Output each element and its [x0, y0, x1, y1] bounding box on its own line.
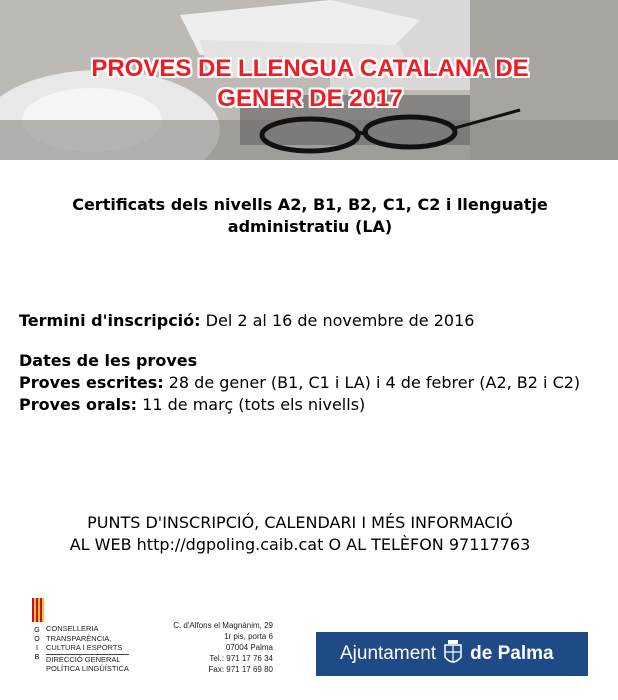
directorate-line: DIRECCIÓ GENERAL: [46, 654, 129, 665]
certificates-subtitle: [30, 194, 590, 238]
goib-letter: B: [34, 654, 40, 661]
goib-letters: [33, 626, 41, 662]
goib-letter: G: [34, 627, 40, 634]
department-name: [46, 624, 129, 674]
address-line: 07004 Palma: [225, 643, 273, 652]
directorate-line: POLÍTICA LINGÜÍSTICA: [46, 664, 129, 673]
address-line: C. d'Alfons el Magnànim, 29: [173, 621, 273, 630]
ajuntament-word: Ajuntament: [340, 643, 437, 664]
registration-label: Termini d'inscripció:: [19, 311, 201, 330]
palma-crest-icon: [442, 639, 464, 669]
oral-exams-value: 11 de març (tots els nivells): [137, 395, 366, 414]
more-info-line1: PUNTS D'INSCRIPCIÓ, CALENDARI I MÉS INFORMACIÓ: [87, 513, 513, 532]
goib-crest-icon: [32, 598, 44, 622]
address-line: 1r pis, porta 6: [224, 632, 273, 641]
banner-title-line1: PROVES DE LLENGUA CATALANA DE: [91, 55, 529, 82]
goib-letter: O: [34, 636, 40, 643]
department-line: TRANSPARÈNCIA,: [46, 633, 112, 643]
department-line: CONSELLERIA: [46, 624, 99, 633]
written-exams-value: 28 de gener (B1, C1 i LA) i 4 de febrer (A2, B2 i C2): [163, 373, 581, 392]
exam-dates: [19, 350, 609, 416]
registration-period: [19, 310, 609, 332]
more-info: [20, 512, 580, 556]
fax-line: Fax: 971 17 69 80: [208, 665, 273, 674]
subtitle-line2: administratiu (LA): [227, 217, 393, 236]
subtitle-line1: Certificats dels nivells A2, B1, B2, C1, C2 i llenguatje: [72, 195, 548, 214]
banner-title: [40, 54, 580, 114]
goib-logo: [32, 598, 152, 678]
office-address: [163, 620, 273, 675]
banner-title-line2: GENER DE 2017: [217, 85, 403, 112]
ajuntament-palma-logo: [316, 632, 588, 676]
more-info-line2: AL WEB http://dgpoling.caib.cat O AL TELÈFON 97117763: [69, 535, 531, 554]
header-banner: [0, 0, 618, 160]
goib-letter: I: [36, 645, 38, 652]
written-exams-label: Proves escrites:: [19, 373, 164, 392]
department-line: CULTURA I ESPORTS: [46, 643, 123, 652]
phone-line: Tel.: 971 17 76 34: [209, 654, 273, 663]
palma-word: de Palma: [470, 643, 554, 664]
dates-heading: Dates de les proves: [19, 351, 198, 370]
registration-value: Del 2 al 16 de novembre de 2016: [200, 311, 475, 330]
oral-exams-label: Proves orals:: [19, 395, 138, 414]
